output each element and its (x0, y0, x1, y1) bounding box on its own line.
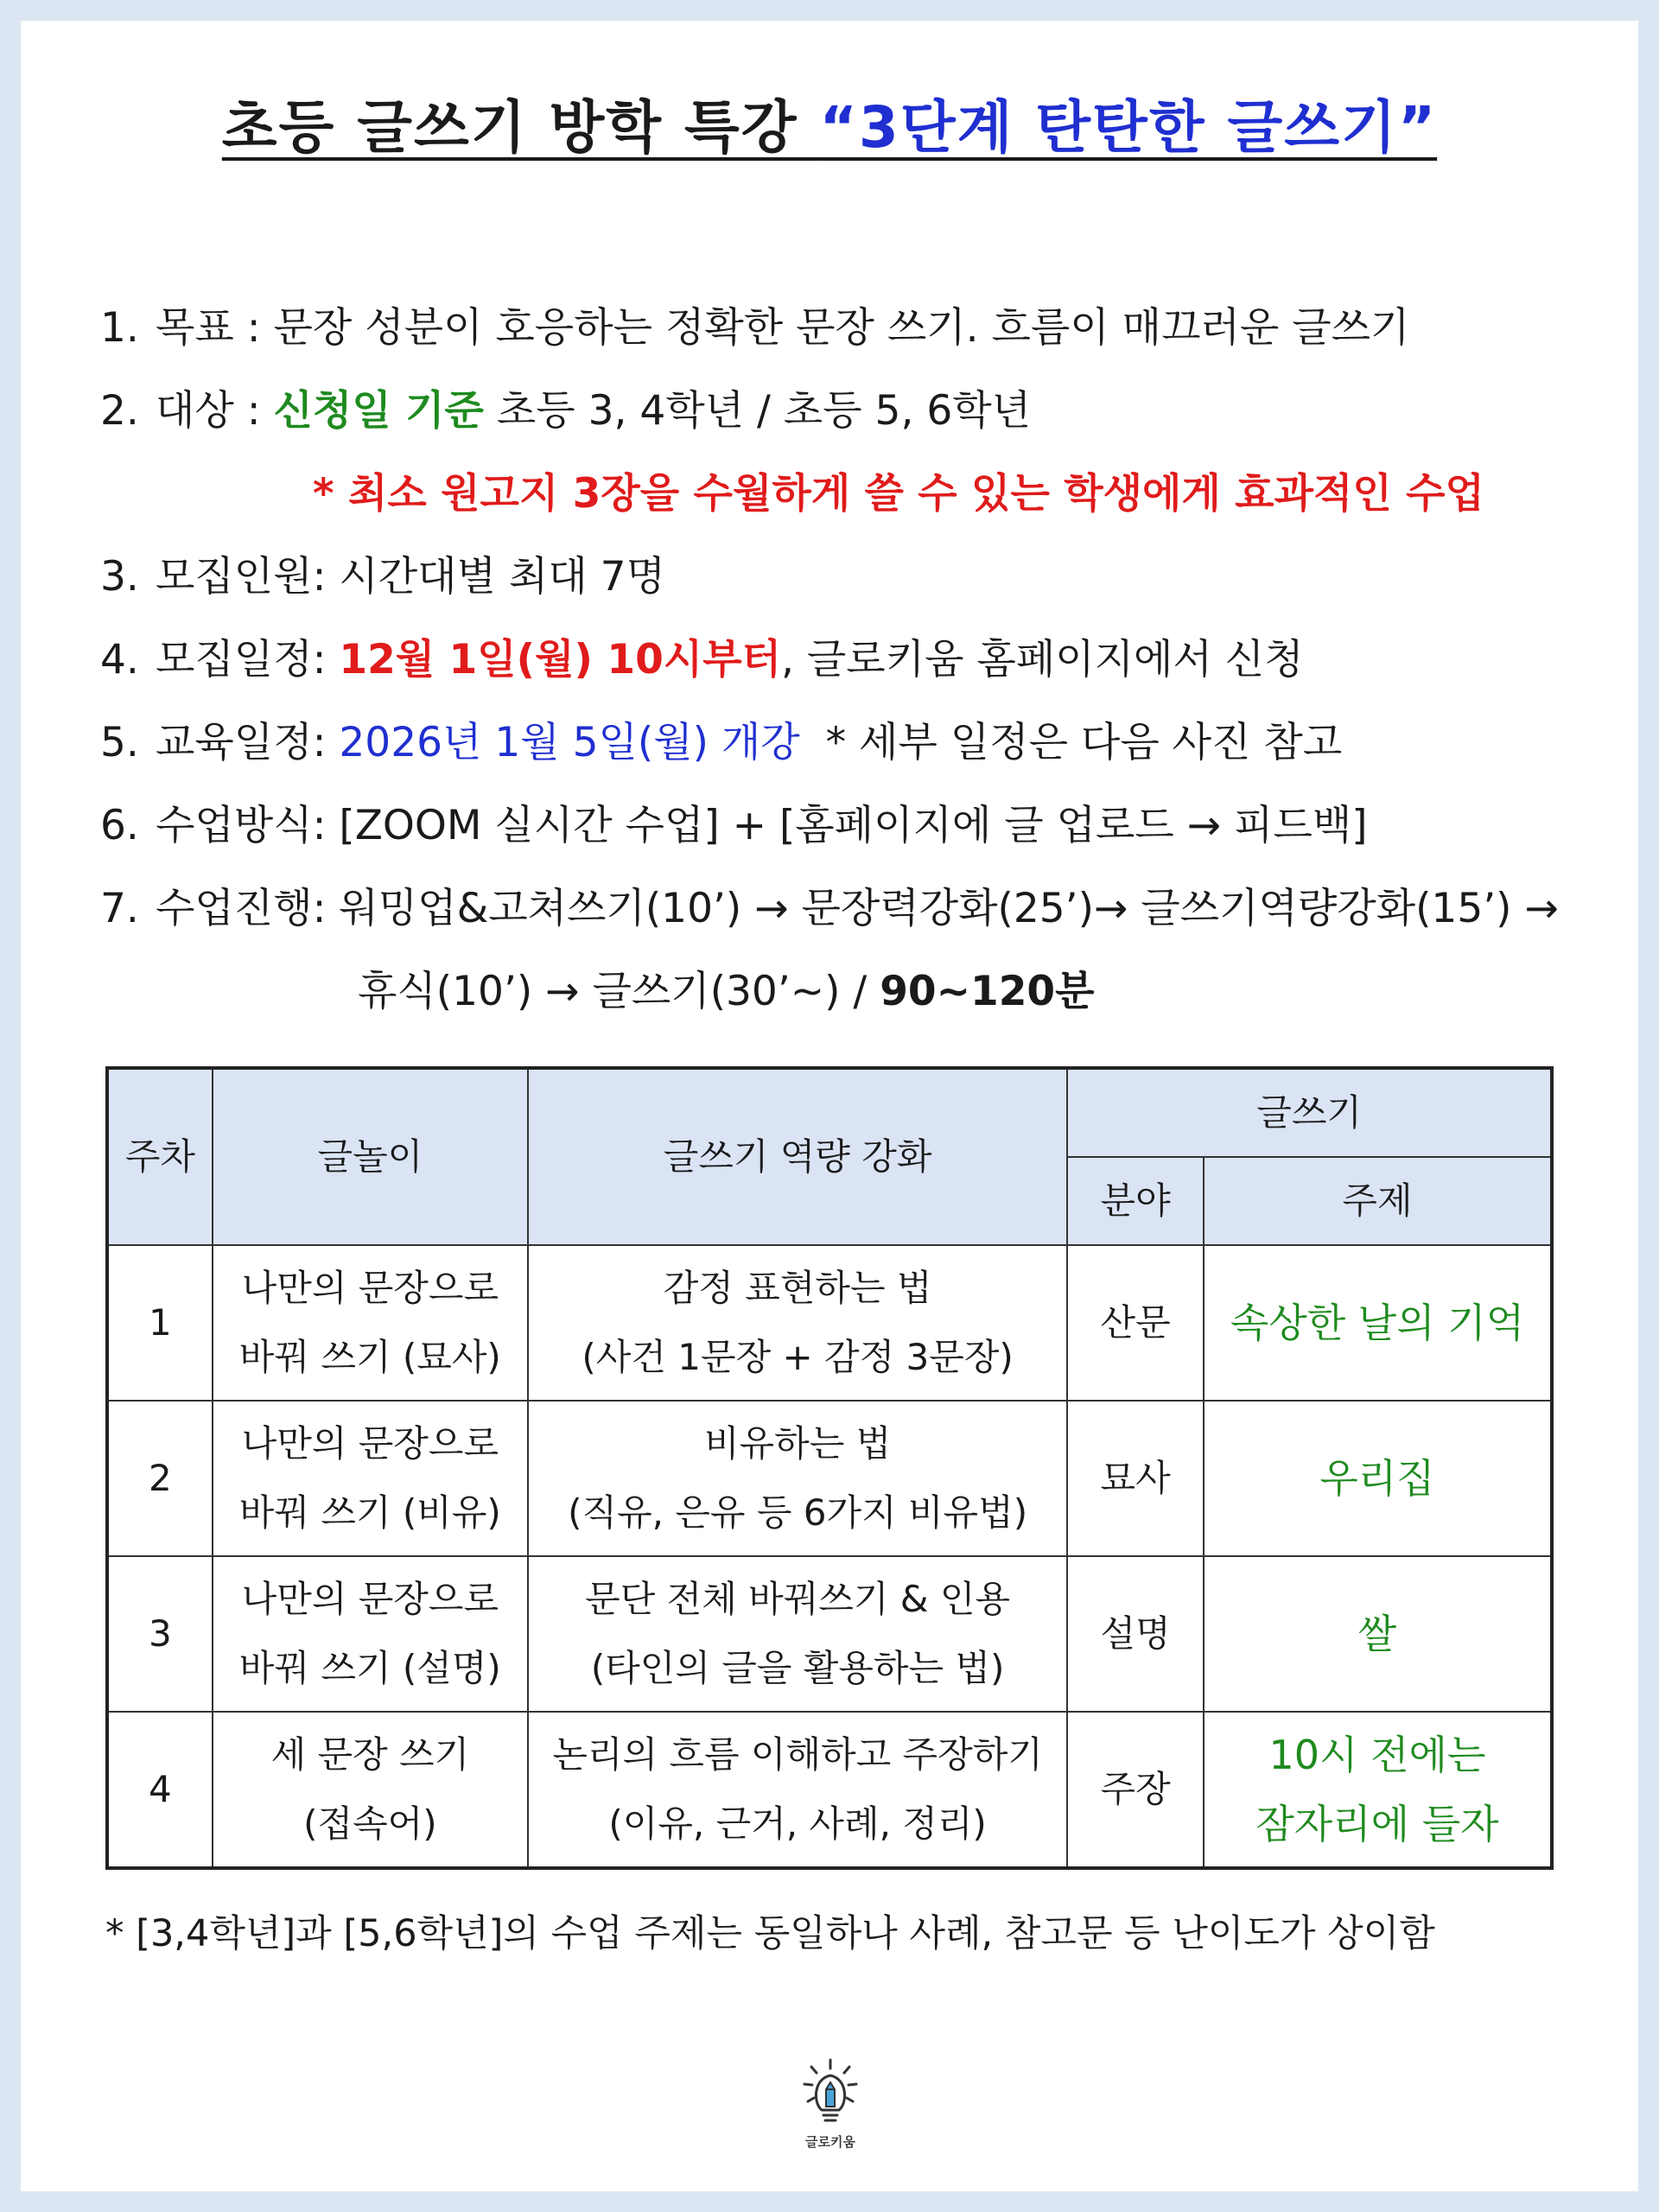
cell-week: 2 (107, 1401, 213, 1556)
item-text: , 글로키움 홈페이지에서 신청 (781, 636, 1304, 683)
table-row (107, 1401, 1552, 1556)
item-highlight: 12월 1일(월) 10시부터 (339, 636, 782, 683)
title-underline (222, 94, 1437, 161)
brand-logo (803, 2058, 858, 2160)
info-item-target (100, 378, 1031, 436)
cell-field: 주장 (1067, 1712, 1204, 1868)
logo-text: 글로키움 (805, 2134, 855, 2150)
footnote: * [3,4학년]과 [5,6학년]의 수업 주제는 동일하나 사례, 참고문 등 난이도가 상이함 (105, 1912, 1435, 1955)
item-text: 목표 : 문장 성분이 호응하는 정확한 문장 쓰기. 흐름이 매끄러운 글쓰기 (156, 304, 1410, 352)
cell-topic: 10시 전에는 잠자리에 들자 (1204, 1712, 1552, 1868)
item-label: 모집일정: (156, 636, 340, 683)
item-text: * 세부 일정은 다음 사진 참고 (799, 719, 1343, 766)
item-number: 2. (100, 387, 139, 435)
item-number: 3. (100, 553, 139, 601)
cell-field: 산문 (1067, 1245, 1204, 1401)
curriculum-table (105, 1066, 1554, 1870)
title-highlight: “3단계 탄탄한 글쓰기” (819, 94, 1438, 161)
item-highlight: 신청일 기준 (273, 387, 484, 435)
table-row (107, 1556, 1552, 1712)
header-skill: 글쓰기 역량 강화 (528, 1068, 1067, 1245)
header-writing: 글쓰기 (1067, 1068, 1552, 1157)
info-item-class-schedule (100, 710, 1342, 768)
header-topic: 주제 (1204, 1157, 1552, 1245)
title-main: 초등 글쓰기 방학 특강 (221, 94, 820, 161)
cell-field: 묘사 (1067, 1401, 1204, 1556)
page-title (21, 81, 1638, 163)
cell-field: 설명 (1067, 1556, 1204, 1712)
cell-topic: 속상한 날의 기억 (1204, 1245, 1552, 1401)
cell-week: 4 (107, 1712, 213, 1868)
cell-play: 나만의 문장으로 바꿔 쓰기 (묘사) (213, 1245, 528, 1401)
lightbulb-pencil-icon (803, 2058, 858, 2131)
cell-play: 나만의 문장으로 바꿔 쓰기 (설명) (213, 1556, 528, 1712)
cell-skill: 문단 전체 바꿔쓰기 & 인용 (타인의 글을 활용하는 법) (528, 1556, 1067, 1712)
table-row (107, 1712, 1552, 1868)
info-item-goal (100, 296, 1409, 353)
cell-play: 세 문장 쓰기 (접속어) (213, 1712, 528, 1868)
info-item-progress (100, 876, 1559, 934)
info-item-recruit-schedule (100, 627, 1304, 685)
item-number: 1. (100, 304, 139, 352)
item-label: 교육일정: (156, 719, 340, 766)
info-item-method (100, 793, 1368, 851)
item-text: 수업방식: [ZOOM 실시간 수업] + [홈페이지에 글 업로드 → 피드백] (156, 802, 1368, 849)
item-number: 4. (100, 636, 139, 683)
item-text: 수업진행: 워밍업&고쳐쓰기(10’) → 문장력강화(25’)→ 글쓰기역량강화(15’) → (156, 885, 1559, 932)
cell-play: 나만의 문장으로 바꿔 쓰기 (비유) (213, 1401, 528, 1556)
header-week: 주차 (107, 1068, 213, 1245)
cell-topic: 우리집 (1204, 1401, 1552, 1556)
cell-week: 1 (107, 1245, 213, 1401)
item-duration: 90~120분 (880, 968, 1095, 1015)
cell-skill: 논리의 흐름 이해하고 주장하기 (이유, 근거, 사례, 정리) (528, 1712, 1067, 1868)
table-row (107, 1245, 1552, 1401)
item-highlight: 2026년 1월 5일(월) 개강 (339, 719, 800, 766)
info-item-capacity (100, 544, 665, 602)
item-text: 초등 3, 4학년 / 초등 5, 6학년 (483, 387, 1032, 435)
header-play: 글놀이 (213, 1068, 528, 1245)
cell-week: 3 (107, 1556, 213, 1712)
item-text: 모집인원: 시간대별 최대 7명 (156, 553, 665, 601)
target-note: * 최소 원고지 3장을 수월하게 쓸 수 있는 학생에게 효과적인 수업 (313, 470, 1484, 518)
item-text: 휴식(10’) → 글쓰기(30’~) / (358, 968, 880, 1015)
cell-skill: 비유하는 법 (직유, 은유 등 6가지 비유법) (528, 1401, 1067, 1556)
info-item-progress-cont (358, 959, 1095, 1017)
cell-skill: 감정 표현하는 법 (사건 1문장 + 감정 3문장) (528, 1245, 1067, 1401)
document-page (21, 21, 1638, 2191)
header-field: 분야 (1067, 1157, 1204, 1245)
item-number: 5. (100, 719, 139, 766)
item-number: 7. (100, 885, 139, 932)
cell-topic: 쌀 (1204, 1556, 1552, 1712)
item-number: 6. (100, 802, 139, 849)
item-label: 대상 : (156, 387, 274, 435)
